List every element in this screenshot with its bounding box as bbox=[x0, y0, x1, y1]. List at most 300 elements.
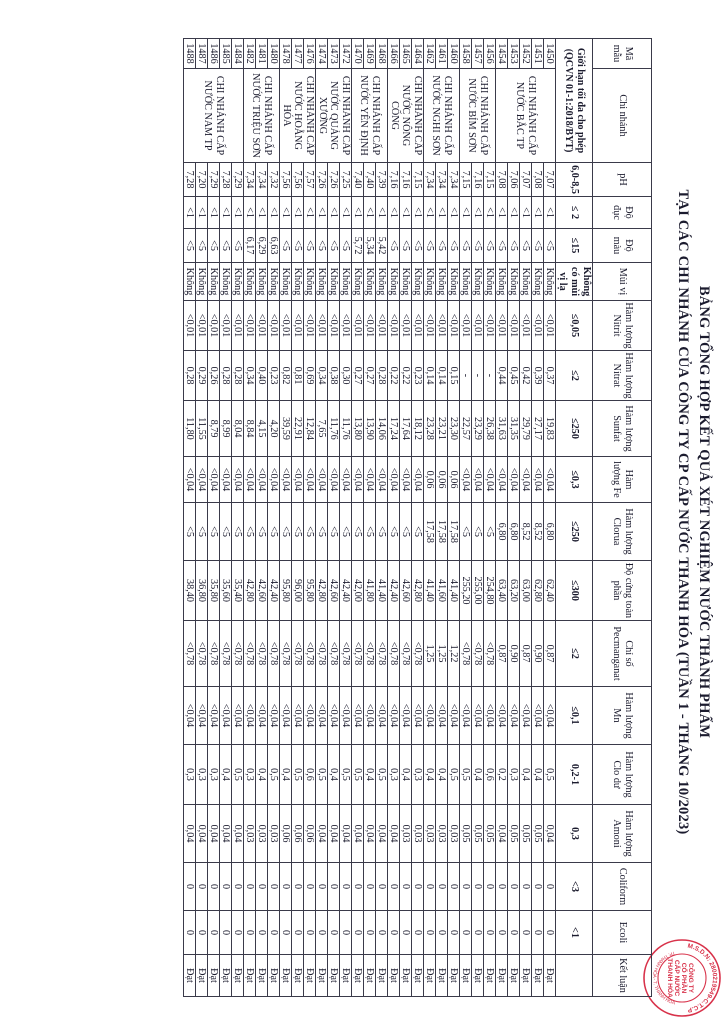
value-cell: 0 bbox=[268, 911, 280, 955]
value-cell: 0,04 bbox=[364, 805, 376, 863]
value-cell: 0 bbox=[388, 863, 400, 911]
value-cell: 7,25 bbox=[340, 163, 352, 197]
value-cell: 0 bbox=[412, 863, 424, 911]
value-cell: <0,04 bbox=[448, 687, 460, 745]
sample-id-cell: 1458 bbox=[460, 39, 472, 69]
table-row bbox=[340, 39, 352, 997]
value-cell: 7,08 bbox=[532, 163, 544, 197]
column-header: Độ đục bbox=[593, 197, 652, 229]
value-cell: 0 bbox=[400, 911, 412, 955]
column-header: Hàm lượng Amoni bbox=[593, 805, 652, 863]
value-cell: <0,78 bbox=[256, 621, 268, 687]
value-cell: 0,3 bbox=[208, 745, 220, 805]
value-cell: <0,04 bbox=[196, 457, 208, 503]
value-cell: Không bbox=[328, 263, 340, 301]
value-cell: 0 bbox=[496, 863, 508, 911]
branch-name-cell: CHI NHÁNH CẤP NƯỚC BẮC TP bbox=[496, 69, 556, 163]
value-cell: 0,04 bbox=[232, 805, 244, 863]
value-cell: 0,28 bbox=[232, 351, 244, 401]
value-cell: <5 bbox=[460, 229, 472, 263]
value-cell: 0,22 bbox=[388, 351, 400, 401]
column-header: Kết luận bbox=[593, 955, 652, 997]
table-row bbox=[280, 39, 292, 997]
value-cell: <0,01 bbox=[196, 301, 208, 351]
value-cell: Đạt bbox=[412, 955, 424, 997]
value-cell: 4,20 bbox=[268, 401, 280, 457]
value-cell: Không bbox=[364, 263, 376, 301]
value-cell: 0,06 bbox=[292, 805, 304, 863]
value-cell: <0,01 bbox=[436, 301, 448, 351]
value-cell: <1 bbox=[256, 197, 268, 229]
value-cell: 0,5 bbox=[544, 745, 556, 805]
value-cell: <0,04 bbox=[544, 457, 556, 503]
value-cell: 42,40 bbox=[268, 561, 280, 621]
value-cell: Đạt bbox=[400, 955, 412, 997]
value-cell: 0 bbox=[484, 863, 496, 911]
sample-id-cell: 1470 bbox=[352, 39, 364, 69]
value-cell: <0,04 bbox=[460, 457, 472, 503]
value-cell: 0,05 bbox=[520, 805, 532, 863]
value-cell: 0,4 bbox=[424, 745, 436, 805]
value-cell: <0,78 bbox=[244, 621, 256, 687]
branch-name-cell: CHI NHÁNH CẤP NƯỚC BỈM SƠN bbox=[460, 69, 496, 163]
value-cell: <1 bbox=[304, 197, 316, 229]
value-cell: 41,40 bbox=[448, 561, 460, 621]
value-cell: <0,78 bbox=[184, 621, 196, 687]
sample-id-cell: 1488 bbox=[184, 39, 196, 69]
value-cell: 0 bbox=[436, 911, 448, 955]
value-cell: <0,04 bbox=[484, 687, 496, 745]
value-cell: 7,29 bbox=[232, 163, 244, 197]
column-header: Hàm lượng Clo dư bbox=[593, 745, 652, 805]
value-cell: <5 bbox=[376, 503, 388, 561]
value-cell: 7,34 bbox=[448, 163, 460, 197]
column-header: Chi nhánh bbox=[593, 69, 652, 163]
value-cell: <1 bbox=[364, 197, 376, 229]
value-cell: 0 bbox=[376, 863, 388, 911]
table-row bbox=[436, 39, 448, 997]
value-cell: 0,5 bbox=[376, 745, 388, 805]
value-cell: <0,04 bbox=[244, 687, 256, 745]
value-cell: Đạt bbox=[460, 955, 472, 997]
limit-cell: ≤ 2 bbox=[556, 197, 593, 229]
sample-id-cell: 1478 bbox=[280, 39, 292, 69]
value-cell: 1,22 bbox=[448, 621, 460, 687]
value-cell: 6,80 bbox=[544, 503, 556, 561]
sample-id-cell: 1466 bbox=[388, 39, 400, 69]
table-row bbox=[220, 39, 232, 997]
table-row bbox=[208, 39, 220, 997]
value-cell: 63,20 bbox=[508, 561, 520, 621]
value-cell: <0,78 bbox=[376, 621, 388, 687]
sample-id-cell: 1485 bbox=[220, 39, 232, 69]
value-cell: 0 bbox=[328, 863, 340, 911]
value-cell: Không bbox=[184, 263, 196, 301]
value-cell: <1 bbox=[532, 197, 544, 229]
branch-name-cell: CHI NHÁNH CẤP NƯỚC NÔNG CỐNG bbox=[388, 69, 424, 163]
limit-cell: <1 bbox=[556, 911, 593, 955]
value-cell: <0,78 bbox=[292, 621, 304, 687]
value-cell: <5 bbox=[436, 229, 448, 263]
table-row bbox=[412, 39, 424, 997]
value-cell: 0,04 bbox=[496, 805, 508, 863]
value-cell: 17,58 bbox=[424, 503, 436, 561]
value-cell: 7,16 bbox=[400, 163, 412, 197]
value-cell: <0,78 bbox=[220, 621, 232, 687]
value-cell: <0,04 bbox=[532, 457, 544, 503]
value-cell: <0,01 bbox=[268, 301, 280, 351]
value-cell: 7,16 bbox=[388, 163, 400, 197]
table-header bbox=[556, 39, 652, 997]
value-cell: 63,00 bbox=[520, 561, 532, 621]
value-cell: 6,17 bbox=[244, 229, 256, 263]
value-cell: <0,04 bbox=[412, 687, 424, 745]
value-cell: 0 bbox=[448, 911, 460, 955]
value-cell: Không bbox=[268, 263, 280, 301]
value-cell: 27,17 bbox=[532, 401, 544, 457]
value-cell: <0,01 bbox=[532, 301, 544, 351]
sample-id-cell: 1477 bbox=[292, 39, 304, 69]
value-cell: <0,04 bbox=[376, 687, 388, 745]
sample-id-cell: 1469 bbox=[364, 39, 376, 69]
value-cell: <0,04 bbox=[400, 457, 412, 503]
value-cell: <1 bbox=[484, 197, 496, 229]
value-cell: 1,25 bbox=[424, 621, 436, 687]
sample-id-cell: 1486 bbox=[208, 39, 220, 69]
value-cell: 7,07 bbox=[520, 163, 532, 197]
value-cell: 7,40 bbox=[352, 163, 364, 197]
value-cell: 0 bbox=[244, 911, 256, 955]
column-header: Chỉ số Pecmanganat bbox=[593, 621, 652, 687]
value-cell: <0,01 bbox=[448, 301, 460, 351]
value-cell: 7,56 bbox=[280, 163, 292, 197]
value-cell: 0,05 bbox=[472, 805, 484, 863]
value-cell: 7,15 bbox=[412, 163, 424, 197]
value-cell: 0,03 bbox=[256, 805, 268, 863]
value-cell: <5 bbox=[184, 503, 196, 561]
value-cell: 0,4 bbox=[220, 745, 232, 805]
value-cell: <0,04 bbox=[268, 457, 280, 503]
sample-id-cell: 1473 bbox=[328, 39, 340, 69]
value-cell: 17,24 bbox=[388, 401, 400, 457]
value-cell: 0,4 bbox=[328, 745, 340, 805]
value-cell: 7,06 bbox=[508, 163, 520, 197]
column-header: Mã mẫu bbox=[593, 39, 652, 69]
column-header: Hàm lượng Nitrat bbox=[593, 351, 652, 401]
value-cell: 0,05 bbox=[508, 805, 520, 863]
value-cell: 0,4 bbox=[436, 745, 448, 805]
value-cell: 0,03 bbox=[244, 805, 256, 863]
value-cell: 0,15 bbox=[448, 351, 460, 401]
value-cell: Không bbox=[400, 263, 412, 301]
value-cell: <0,04 bbox=[220, 687, 232, 745]
value-cell: 19,83 bbox=[544, 401, 556, 457]
value-cell: <0,78 bbox=[208, 621, 220, 687]
limit-cell: ≤0,1 bbox=[556, 687, 593, 745]
value-cell: <1 bbox=[316, 197, 328, 229]
value-cell: 11,76 bbox=[328, 401, 340, 457]
value-cell: 1,25 bbox=[436, 621, 448, 687]
value-cell: 0,28 bbox=[220, 351, 232, 401]
value-cell: 0 bbox=[256, 863, 268, 911]
value-cell: <1 bbox=[328, 197, 340, 229]
value-cell: <5 bbox=[328, 229, 340, 263]
value-cell: 38,40 bbox=[184, 561, 196, 621]
value-cell: <5 bbox=[364, 503, 376, 561]
value-cell: <0,04 bbox=[364, 457, 376, 503]
value-cell: 0,03 bbox=[268, 805, 280, 863]
sample-id-cell: 1481 bbox=[256, 39, 268, 69]
value-cell: Đạt bbox=[364, 955, 376, 997]
value-cell: <0,01 bbox=[292, 301, 304, 351]
value-cell: <5 bbox=[316, 229, 328, 263]
value-cell: <5 bbox=[208, 229, 220, 263]
value-cell: 0,03 bbox=[400, 805, 412, 863]
value-cell: Không bbox=[424, 263, 436, 301]
value-cell: <5 bbox=[184, 229, 196, 263]
value-cell: <5 bbox=[472, 229, 484, 263]
value-cell: 0 bbox=[184, 911, 196, 955]
column-header: Hàm lượng Nitrit bbox=[593, 301, 652, 351]
value-cell: <1 bbox=[424, 197, 436, 229]
value-cell: 7,26 bbox=[316, 163, 328, 197]
value-cell: 8,84 bbox=[244, 401, 256, 457]
column-header: Mùi vị bbox=[593, 263, 652, 301]
sample-id-cell: 1454 bbox=[496, 39, 508, 69]
value-cell: <0,01 bbox=[484, 301, 496, 351]
table-row bbox=[508, 39, 520, 997]
seal-line-3: CẤP NƯỚC bbox=[673, 959, 680, 997]
value-cell: <0,01 bbox=[520, 301, 532, 351]
value-cell: Không bbox=[508, 263, 520, 301]
value-cell: 255,00 bbox=[472, 561, 484, 621]
report-title: BẢNG TỔNG HỢP KẾT QUẢ XÉT NGHIỆM NƯỚC THÀNH PHẨM bbox=[696, 285, 712, 739]
value-cell: 31,35 bbox=[508, 401, 520, 457]
value-cell: <0,01 bbox=[280, 301, 292, 351]
value-cell: 0,34 bbox=[244, 351, 256, 401]
limit-cell: ≤2 bbox=[556, 621, 593, 687]
value-cell: 0,14 bbox=[424, 351, 436, 401]
value-cell: <5 bbox=[256, 503, 268, 561]
value-cell: Không bbox=[532, 263, 544, 301]
value-cell: Không bbox=[460, 263, 472, 301]
value-cell: <5 bbox=[388, 503, 400, 561]
value-cell: 42,60 bbox=[328, 561, 340, 621]
sample-id-cell: 1487 bbox=[196, 39, 208, 69]
value-cell: 0,44 bbox=[496, 351, 508, 401]
value-cell: 0 bbox=[256, 911, 268, 955]
value-cell: 0,23 bbox=[412, 351, 424, 401]
column-header: Độ cứng toàn phần bbox=[593, 561, 652, 621]
value-cell: 0 bbox=[544, 863, 556, 911]
value-cell: 0,22 bbox=[400, 351, 412, 401]
limit-cell: ≤250 bbox=[556, 503, 593, 561]
company-seal bbox=[642, 938, 722, 1018]
value-cell: 0,3 bbox=[388, 745, 400, 805]
sample-id-cell: 1453 bbox=[508, 39, 520, 69]
value-cell: 0,39 bbox=[532, 351, 544, 401]
value-cell: Đạt bbox=[280, 955, 292, 997]
sample-id-cell: 1461 bbox=[436, 39, 448, 69]
value-cell: <0,04 bbox=[520, 457, 532, 503]
value-cell: 42,00 bbox=[352, 561, 364, 621]
value-cell: Không bbox=[388, 263, 400, 301]
value-cell: 0,37 bbox=[544, 351, 556, 401]
value-cell: 0,30 bbox=[340, 351, 352, 401]
limit-cell: ≤2 bbox=[556, 351, 593, 401]
value-cell: 0 bbox=[328, 911, 340, 955]
value-cell: 42,40 bbox=[340, 561, 352, 621]
value-cell: 41,80 bbox=[364, 561, 376, 621]
value-cell: 0,38 bbox=[328, 351, 340, 401]
branch-name-cell: CHI NHÁNH CẤP NƯỚC HOẰNG HÓA bbox=[280, 69, 316, 163]
value-cell: 0,06 bbox=[424, 457, 436, 503]
value-cell: <0,04 bbox=[196, 687, 208, 745]
value-cell: <0,01 bbox=[304, 301, 316, 351]
limits-row bbox=[556, 39, 593, 997]
value-cell: Đạt bbox=[388, 955, 400, 997]
value-cell: 4,15 bbox=[256, 401, 268, 457]
value-cell: <0,04 bbox=[292, 457, 304, 503]
value-cell: <0,04 bbox=[508, 457, 520, 503]
table-row bbox=[544, 39, 556, 997]
value-cell: 0 bbox=[280, 863, 292, 911]
value-cell: 8,99 bbox=[220, 401, 232, 457]
value-cell: Đạt bbox=[532, 955, 544, 997]
table-body bbox=[184, 39, 556, 997]
branch-name-cell: CHI NHÁNH CẤP NƯỚC NGHI SƠN bbox=[424, 69, 460, 163]
value-cell: <0,04 bbox=[352, 457, 364, 503]
value-cell: <0,78 bbox=[304, 621, 316, 687]
value-cell: 17,58 bbox=[436, 503, 448, 561]
limit-cell: ≤15 bbox=[556, 229, 593, 263]
value-cell: 7,29 bbox=[208, 163, 220, 197]
value-cell: 255,20 bbox=[460, 561, 472, 621]
table-row bbox=[376, 39, 388, 997]
table-row bbox=[184, 39, 196, 997]
value-cell: 0 bbox=[196, 911, 208, 955]
value-cell: <1 bbox=[244, 197, 256, 229]
value-cell: <0,78 bbox=[460, 621, 472, 687]
value-cell: 41,40 bbox=[376, 561, 388, 621]
value-cell: 0,26 bbox=[208, 351, 220, 401]
value-cell: 0,4 bbox=[532, 745, 544, 805]
value-cell: <5 bbox=[280, 229, 292, 263]
value-cell: <5 bbox=[472, 503, 484, 561]
value-cell: 0,06 bbox=[304, 805, 316, 863]
value-cell: <5 bbox=[484, 503, 496, 561]
column-header: Hàm lượng Fe bbox=[593, 457, 652, 503]
value-cell: 0 bbox=[208, 863, 220, 911]
value-cell: 0,28 bbox=[376, 351, 388, 401]
value-cell: 0 bbox=[508, 863, 520, 911]
value-cell: <5 bbox=[316, 503, 328, 561]
value-cell: 6,80 bbox=[496, 503, 508, 561]
value-cell: 0,34 bbox=[316, 351, 328, 401]
value-cell: 26,38 bbox=[484, 401, 496, 457]
value-cell: 0,05 bbox=[460, 805, 472, 863]
value-cell: 0 bbox=[220, 863, 232, 911]
value-cell: 35,80 bbox=[208, 561, 220, 621]
value-cell: 0,05 bbox=[532, 805, 544, 863]
value-cell: <1 bbox=[472, 197, 484, 229]
value-cell: Đạt bbox=[448, 955, 460, 997]
value-cell: 7,56 bbox=[292, 163, 304, 197]
value-cell: Đạt bbox=[268, 955, 280, 997]
value-cell: <1 bbox=[196, 197, 208, 229]
value-cell: 0,3 bbox=[196, 745, 208, 805]
value-cell: <5 bbox=[520, 229, 532, 263]
value-cell: <0,01 bbox=[208, 301, 220, 351]
value-cell: 8,04 bbox=[232, 401, 244, 457]
value-cell: <0,01 bbox=[460, 301, 472, 351]
value-cell: 0,04 bbox=[388, 805, 400, 863]
value-cell: 23,29 bbox=[472, 401, 484, 457]
value-cell: 0,3 bbox=[244, 745, 256, 805]
value-cell: Không bbox=[544, 263, 556, 301]
value-cell: 0,04 bbox=[544, 805, 556, 863]
value-cell: <1 bbox=[544, 197, 556, 229]
value-cell: <5 bbox=[388, 229, 400, 263]
table-row bbox=[532, 39, 544, 997]
value-cell: 0,14 bbox=[436, 351, 448, 401]
value-cell: <0,78 bbox=[412, 621, 424, 687]
value-cell: <5 bbox=[196, 503, 208, 561]
value-cell: <5 bbox=[280, 503, 292, 561]
value-cell: <0,04 bbox=[460, 687, 472, 745]
value-cell: 0,5 bbox=[316, 745, 328, 805]
value-cell: <0,04 bbox=[340, 457, 352, 503]
value-cell: <5 bbox=[460, 503, 472, 561]
value-cell: Đạt bbox=[328, 955, 340, 997]
value-cell: Không bbox=[436, 263, 448, 301]
value-cell: <5 bbox=[304, 229, 316, 263]
value-cell: 7,15 bbox=[484, 163, 496, 197]
header-row bbox=[593, 39, 652, 997]
value-cell: 0 bbox=[364, 911, 376, 955]
value-cell: <0,04 bbox=[256, 457, 268, 503]
value-cell: 0,29 bbox=[196, 351, 208, 401]
value-cell: 7,40 bbox=[364, 163, 376, 197]
value-cell: 6,63 bbox=[268, 229, 280, 263]
value-cell: 0,04 bbox=[376, 805, 388, 863]
value-cell: 0,27 bbox=[364, 351, 376, 401]
limit-cell: ≤0,3 bbox=[556, 457, 593, 503]
value-cell: <0,78 bbox=[400, 621, 412, 687]
value-cell: 0 bbox=[232, 911, 244, 955]
value-cell: 0,6 bbox=[304, 745, 316, 805]
value-cell: 0 bbox=[472, 863, 484, 911]
value-cell: 0 bbox=[544, 911, 556, 955]
value-cell: <5 bbox=[220, 229, 232, 263]
value-cell: <0,04 bbox=[208, 687, 220, 745]
table-row bbox=[448, 39, 460, 997]
value-cell: <1 bbox=[460, 197, 472, 229]
value-cell: 0 bbox=[208, 911, 220, 955]
value-cell: 0 bbox=[316, 911, 328, 955]
value-cell: 0,4 bbox=[256, 745, 268, 805]
value-cell: 0 bbox=[232, 863, 244, 911]
value-cell: <0,04 bbox=[472, 687, 484, 745]
limit-cell: ≤300 bbox=[556, 561, 593, 621]
limit-cell: 6,0-8,5 bbox=[556, 163, 593, 197]
value-cell: <0,01 bbox=[256, 301, 268, 351]
sample-id-cell: 1464 bbox=[412, 39, 424, 69]
value-cell: <5 bbox=[196, 229, 208, 263]
value-cell: 23,28 bbox=[424, 401, 436, 457]
value-cell: 42,40 bbox=[388, 561, 400, 621]
value-cell: <0,04 bbox=[400, 687, 412, 745]
